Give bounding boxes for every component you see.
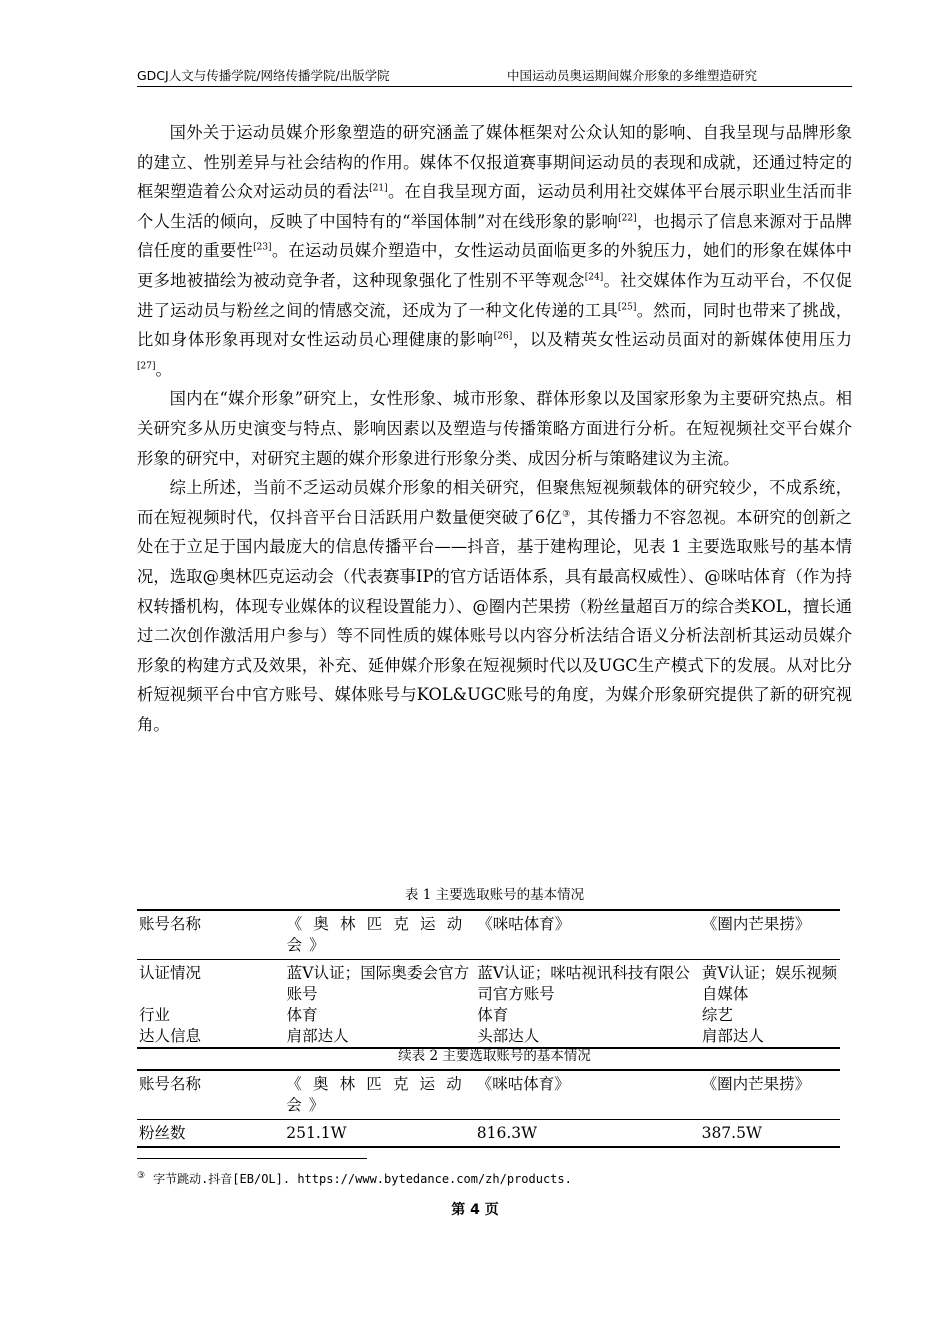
table-cell: 《圈内芒果捞》 (701, 1075, 811, 1093)
page-header (137, 66, 852, 87)
citation-24: [24] (584, 272, 604, 283)
citation-27: [27] (137, 361, 156, 372)
table-cell: 粉丝数 (139, 1124, 186, 1142)
table-row (137, 1026, 840, 1048)
table-cell: 肩部达人 (701, 1027, 764, 1045)
table-row (137, 1120, 840, 1148)
table2-caption: 续表 2 主要选取账号的基本情况 (398, 1048, 591, 1064)
p1-text-5: 。社交媒体作为互动平台，不仅促进了运动员与粉丝之间的情感交流，还成为了一种文化传递的工具 (137, 270, 852, 320)
table-cell: 387.5W (701, 1124, 762, 1142)
footnote-mark: ③ (137, 1171, 146, 1181)
page-number: 第 4 页 (451, 1202, 499, 1218)
table-cell: 账号名称 (139, 915, 202, 933)
table-cell: 黄V认证；娱乐视频自媒体 (701, 964, 838, 1003)
table-cell: 816.3W (476, 1124, 538, 1142)
citation-26: [26] (493, 331, 513, 342)
table-cell: 行业 (139, 1006, 171, 1024)
table-cell: 蓝V认证；咪咕视讯科技有限公司官方账号 (477, 964, 690, 1003)
table-cell: 账号名称 (139, 1075, 202, 1093)
table-1 (137, 909, 840, 1049)
footnote-ref-3: ③ (562, 509, 571, 520)
citation-25: [25] (617, 302, 637, 313)
p1-text-2: 。在自我呈现方面，运动员利用社交媒体平台展示职业生活而非个人生活的倾向，反映了中国特有的“举国体制”对在线形象的影响 (137, 182, 852, 231)
p1-text-6: 。然而，同时也带来了挑战，比如身体形象再现对女性运动员心理健康的影响 (137, 300, 852, 350)
table-cell: 蓝V认证；国际奥委会官方账号 (286, 964, 470, 1003)
table-row (137, 1070, 840, 1120)
table-cell: 体育 (286, 1006, 318, 1024)
citation-21: [21] (369, 183, 388, 194)
table-cell: 肩部达人 (286, 1027, 349, 1045)
citation-23: [23] (253, 242, 272, 253)
table-cell: 头部达人 (477, 1027, 540, 1045)
body-text (137, 118, 852, 739)
table-row (137, 960, 840, 1006)
table-cell: 《咪咕体育》 (476, 1075, 570, 1093)
table-cell: 《圈内芒果捞》 (701, 915, 811, 933)
p3-text-2: ，其传播力不容忽视。本研究的创新之处在于立足于国内最庞大的信息传播平台——抖音，基于建构理论，见表 1 主要选取账号的基本情况，选取@奥林匹克运动会（代表赛事IP的官方话语体系，具有最高权威性）、@咪咕体育（作为持权转播机构，体现专业媒体的议程设置能力）、@圈内芒果捞（粉丝量超百万的综合类KOL，擅长通过二次创作激活用户参与）等不同性质的媒体账号以内容分析法结合语义分析法剖析其运动员媒介形象的构建方式及效果，补充、延伸媒介形象在短视频时代以及UGC生产模式下的发展。从对比分析短视频平台中官方账号、媒体账号与KOL&UGC账号的角度，为媒介形象研究提供了新的研究视角。 (137, 507, 852, 734)
table-row (137, 1005, 840, 1026)
p3-text-1: 综上所述，当前不乏运动员媒介形象的相关研究，但聚焦短视频载体的研究较少，不成系统，而在短视频时代，仅抖音平台日活跃用户数量便突破了6亿 (137, 478, 852, 527)
table-cell: 《咪咕体育》 (477, 915, 571, 933)
p1-text-4: 。在运动员媒介塑造中，女性运动员面临更多的外貌压力，她们的形象在媒体中更多地被描绘为被动竞争者，这种现象强化了性别不平等观念 (137, 241, 852, 290)
citation-22: [22] (618, 213, 637, 224)
table-cell: 《奥林匹克运动会》 (286, 1075, 469, 1114)
table-cell: 达人信息 (139, 1027, 202, 1045)
table-cell: 251.1W (286, 1124, 347, 1142)
p1-text-3: ，也揭示了信息来源对于品牌信任度的重要性 (137, 211, 852, 261)
paragraph-1 (137, 118, 852, 384)
table-cell: 《奥林匹克运动会》 (286, 915, 470, 954)
p1-text-8: 。 (155, 359, 172, 379)
footnote-text: 字节跳动.抖音[EB/OL]. https://www.bytedance.com/zh/products. (153, 1172, 572, 1186)
table-2 (137, 1069, 840, 1148)
footnote (137, 1170, 572, 1187)
header-right: 中国运动员奥运期间媒介形象的多维塑造研究 (507, 68, 758, 83)
header-left: GDCJ人文与传播学院/网络传播学院/出版学院 (137, 68, 390, 83)
footnote-rule (137, 1158, 367, 1159)
table-cell: 体育 (477, 1006, 509, 1024)
table-cell: 综艺 (701, 1006, 733, 1024)
table1-caption: 表 1 主要选取账号的基本情况 (404, 887, 585, 903)
p1-text-1: 国外关于运动员媒介形象塑造的研究涵盖了媒体框架对公众认知的影响、自我呈现与品牌形象的建立、性别差异与社会结构的作用。媒体不仅报道赛事期间运动员的表现和成就，还通过特定的框架塑造着公众对运动员的看法 (137, 123, 852, 202)
p1-text-7: ，以及精英女性运动员面对的新媒体使用压力 (512, 330, 852, 350)
paragraph-3 (137, 473, 852, 739)
paragraph-2: 国内在“媒介形象”研究上，女性形象、城市形象、群体形象以及国家形象为主要研究热点。相关研究多从历史演变与特点、影响因素以及塑造与传播策略方面进行分析。在短视频社交平台媒介形象的研究中，对研究主题的媒介形象进行形象分类、成因分析与策略建议为主流。 (137, 389, 852, 468)
table-cell: 认证情况 (139, 964, 202, 982)
table-row (137, 910, 840, 960)
